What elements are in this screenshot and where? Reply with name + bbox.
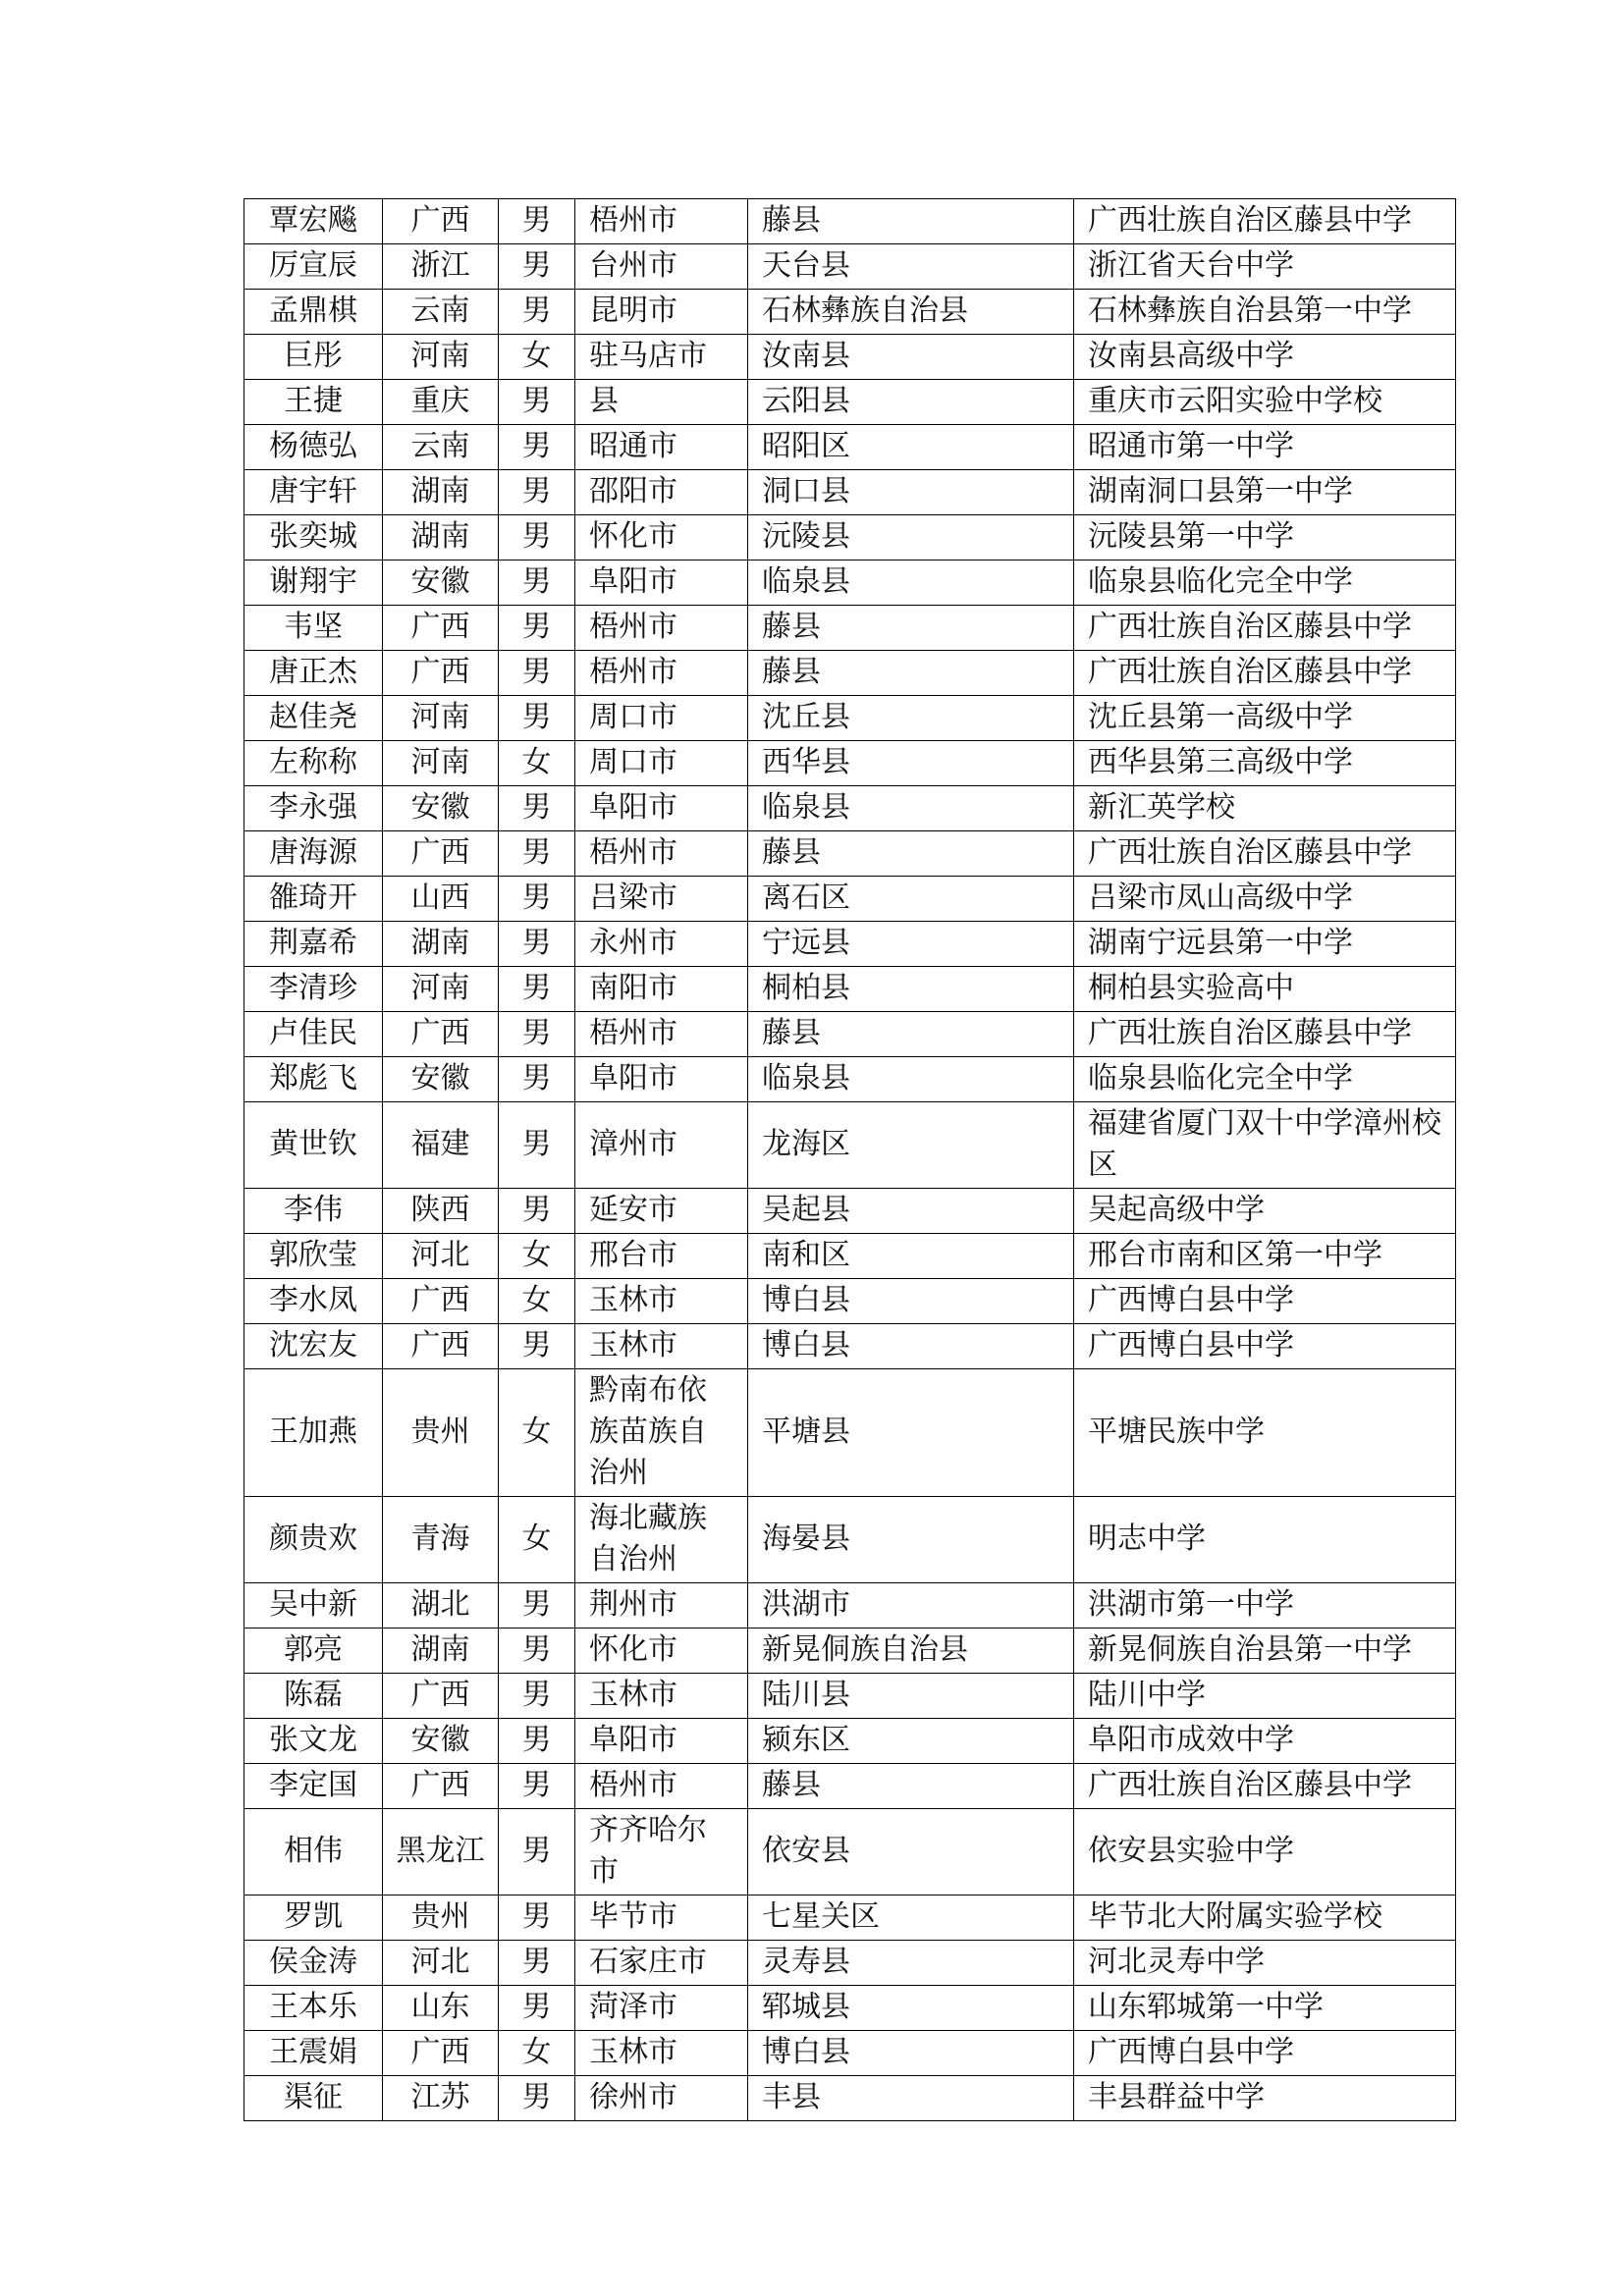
- school-cell: 广西壮族自治区藤县中学: [1074, 1764, 1456, 1809]
- school-cell: 广西壮族自治区藤县中学: [1074, 606, 1456, 651]
- school-cell: 广西壮族自治区藤县中学: [1074, 831, 1456, 877]
- county-cell: 洪湖市: [748, 1583, 1074, 1629]
- province-cell: 安徽: [383, 1719, 499, 1764]
- gender-cell: 男: [499, 1809, 575, 1896]
- name-cell: 王捷: [244, 380, 383, 425]
- gender-cell: 女: [499, 1369, 575, 1497]
- county-cell: 离石区: [748, 877, 1074, 922]
- city-cell: 驻马店市: [575, 335, 748, 380]
- province-cell: 陕西: [383, 1189, 499, 1234]
- table-row: [244, 1189, 1456, 1234]
- table-row: [244, 606, 1456, 651]
- city-cell: 齐齐哈尔市: [575, 1809, 748, 1896]
- county-cell: 藤县: [748, 651, 1074, 696]
- school-cell: 重庆市云阳实验中学校: [1074, 380, 1456, 425]
- gender-cell: 男: [499, 1719, 575, 1764]
- city-cell: 海北藏族自治州: [575, 1497, 748, 1583]
- city-cell: 周口市: [575, 696, 748, 741]
- city-cell: 玉林市: [575, 1279, 748, 1324]
- province-cell: 福建: [383, 1102, 499, 1189]
- province-cell: 湖南: [383, 922, 499, 967]
- county-cell: 博白县: [748, 1279, 1074, 1324]
- city-cell: 怀化市: [575, 515, 748, 561]
- county-cell: 天台县: [748, 244, 1074, 290]
- table-row: [244, 1012, 1456, 1057]
- county-cell: 依安县: [748, 1809, 1074, 1896]
- province-cell: 河北: [383, 1941, 499, 1986]
- province-cell: 山东: [383, 1986, 499, 2031]
- school-cell: 临泉县临化完全中学: [1074, 1057, 1456, 1102]
- city-cell: 昆明市: [575, 290, 748, 335]
- name-cell: 李清珍: [244, 967, 383, 1012]
- gender-cell: 男: [499, 651, 575, 696]
- county-cell: 西华县: [748, 741, 1074, 786]
- table-row: [244, 922, 1456, 967]
- school-cell: 石林彝族自治县第一中学: [1074, 290, 1456, 335]
- county-cell: 颍东区: [748, 1719, 1074, 1764]
- gender-cell: 女: [499, 1497, 575, 1583]
- name-cell: 雒琦开: [244, 877, 383, 922]
- school-cell: 邢台市南和区第一中学: [1074, 1234, 1456, 1279]
- gender-cell: 女: [499, 1279, 575, 1324]
- name-cell: 王加燕: [244, 1369, 383, 1497]
- province-cell: 广西: [383, 199, 499, 244]
- county-cell: 七星关区: [748, 1896, 1074, 1941]
- gender-cell: 男: [499, 1324, 575, 1369]
- gender-cell: 男: [499, 877, 575, 922]
- name-cell: 唐海源: [244, 831, 383, 877]
- name-cell: 卢佳民: [244, 1012, 383, 1057]
- school-cell: 新晃侗族自治县第一中学: [1074, 1629, 1456, 1674]
- province-cell: 河北: [383, 1234, 499, 1279]
- city-cell: 阜阳市: [575, 786, 748, 831]
- province-cell: 广西: [383, 1324, 499, 1369]
- name-cell: 王震娟: [244, 2031, 383, 2076]
- table-row: [244, 561, 1456, 606]
- name-cell: 唐正杰: [244, 651, 383, 696]
- name-cell: 沈宏友: [244, 1324, 383, 1369]
- province-cell: 河南: [383, 335, 499, 380]
- name-cell: 李水凤: [244, 1279, 383, 1324]
- gender-cell: 男: [499, 380, 575, 425]
- name-cell: 郑彪飞: [244, 1057, 383, 1102]
- gender-cell: 男: [499, 470, 575, 515]
- city-cell: 梧州市: [575, 651, 748, 696]
- city-cell: 县: [575, 380, 748, 425]
- school-cell: 福建省厦门双十中学漳州校区: [1074, 1102, 1456, 1189]
- school-cell: 广西壮族自治区藤县中学: [1074, 651, 1456, 696]
- city-cell: 吕梁市: [575, 877, 748, 922]
- name-cell: 李伟: [244, 1189, 383, 1234]
- school-cell: 吕梁市凤山高级中学: [1074, 877, 1456, 922]
- city-cell: 玉林市: [575, 1674, 748, 1719]
- city-cell: 阜阳市: [575, 561, 748, 606]
- name-cell: 巨彤: [244, 335, 383, 380]
- province-cell: 广西: [383, 1674, 499, 1719]
- name-cell: 张奕城: [244, 515, 383, 561]
- school-cell: 湖南宁远县第一中学: [1074, 922, 1456, 967]
- county-cell: 博白县: [748, 1324, 1074, 1369]
- province-cell: 湖北: [383, 1583, 499, 1629]
- table-row: [244, 1896, 1456, 1941]
- county-cell: 平塘县: [748, 1369, 1074, 1497]
- table-row: [244, 1674, 1456, 1719]
- county-cell: 临泉县: [748, 786, 1074, 831]
- school-cell: 平塘民族中学: [1074, 1369, 1456, 1497]
- name-cell: 谢翔宇: [244, 561, 383, 606]
- city-cell: 台州市: [575, 244, 748, 290]
- province-cell: 山西: [383, 877, 499, 922]
- gender-cell: 男: [499, 1941, 575, 1986]
- table-row: [244, 515, 1456, 561]
- city-cell: 梧州市: [575, 831, 748, 877]
- gender-cell: 女: [499, 741, 575, 786]
- city-cell: 周口市: [575, 741, 748, 786]
- table-row: [244, 831, 1456, 877]
- city-cell: 荆州市: [575, 1583, 748, 1629]
- table-row: [244, 1497, 1456, 1583]
- table-row: [244, 2031, 1456, 2076]
- gender-cell: 男: [499, 244, 575, 290]
- gender-cell: 男: [499, 1896, 575, 1941]
- gender-cell: 男: [499, 786, 575, 831]
- school-cell: 阜阳市成效中学: [1074, 1719, 1456, 1764]
- city-cell: 怀化市: [575, 1629, 748, 1674]
- name-cell: 覃宏飚: [244, 199, 383, 244]
- school-cell: 洪湖市第一中学: [1074, 1583, 1456, 1629]
- county-cell: 郓城县: [748, 1986, 1074, 2031]
- province-cell: 浙江: [383, 244, 499, 290]
- name-cell: 渠征: [244, 2076, 383, 2121]
- gender-cell: 男: [499, 1986, 575, 2031]
- table-row: [244, 2076, 1456, 2121]
- county-cell: 石林彝族自治县: [748, 290, 1074, 335]
- school-cell: 临泉县临化完全中学: [1074, 561, 1456, 606]
- name-cell: 李定国: [244, 1764, 383, 1809]
- table-row: [244, 1719, 1456, 1764]
- province-cell: 广西: [383, 2031, 499, 2076]
- county-cell: 藤县: [748, 606, 1074, 651]
- city-cell: 梧州市: [575, 1012, 748, 1057]
- school-cell: 广西壮族自治区藤县中学: [1074, 199, 1456, 244]
- city-cell: 徐州市: [575, 2076, 748, 2121]
- gender-cell: 女: [499, 1234, 575, 1279]
- county-cell: 沈丘县: [748, 696, 1074, 741]
- province-cell: 安徽: [383, 561, 499, 606]
- county-cell: 博白县: [748, 2031, 1074, 2076]
- province-cell: 湖南: [383, 1629, 499, 1674]
- table-row: [244, 741, 1456, 786]
- city-cell: 阜阳市: [575, 1719, 748, 1764]
- county-cell: 沅陵县: [748, 515, 1074, 561]
- gender-cell: 男: [499, 1012, 575, 1057]
- school-cell: 沈丘县第一高级中学: [1074, 696, 1456, 741]
- city-cell: 梧州市: [575, 606, 748, 651]
- school-cell: 广西博白县中学: [1074, 1279, 1456, 1324]
- table-body: [244, 199, 1456, 2121]
- city-cell: 毕节市: [575, 1896, 748, 1941]
- gender-cell: 男: [499, 1764, 575, 1809]
- gender-cell: 男: [499, 1189, 575, 1234]
- county-cell: 云阳县: [748, 380, 1074, 425]
- county-cell: 藤县: [748, 1764, 1074, 1809]
- city-cell: 南阳市: [575, 967, 748, 1012]
- school-cell: 吴起高级中学: [1074, 1189, 1456, 1234]
- gender-cell: 男: [499, 1583, 575, 1629]
- name-cell: 郭亮: [244, 1629, 383, 1674]
- city-cell: 菏泽市: [575, 1986, 748, 2031]
- city-cell: 漳州市: [575, 1102, 748, 1189]
- table-row: [244, 1583, 1456, 1629]
- table-row: [244, 1629, 1456, 1674]
- gender-cell: 女: [499, 2031, 575, 2076]
- province-cell: 湖南: [383, 515, 499, 561]
- table-row: [244, 335, 1456, 380]
- province-cell: 河南: [383, 967, 499, 1012]
- school-cell: 毕节北大附属实验学校: [1074, 1896, 1456, 1941]
- province-cell: 广西: [383, 831, 499, 877]
- gender-cell: 男: [499, 290, 575, 335]
- county-cell: 灵寿县: [748, 1941, 1074, 1986]
- table-row: [244, 380, 1456, 425]
- name-cell: 张文龙: [244, 1719, 383, 1764]
- name-cell: 杨德弘: [244, 425, 383, 470]
- table-row: [244, 1234, 1456, 1279]
- table-row: [244, 1986, 1456, 2031]
- table-row: [244, 877, 1456, 922]
- county-cell: 南和区: [748, 1234, 1074, 1279]
- school-cell: 汝南县高级中学: [1074, 335, 1456, 380]
- city-cell: 邵阳市: [575, 470, 748, 515]
- name-cell: 李永强: [244, 786, 383, 831]
- province-cell: 重庆: [383, 380, 499, 425]
- table-row: [244, 1369, 1456, 1497]
- table-row: [244, 425, 1456, 470]
- province-cell: 贵州: [383, 1896, 499, 1941]
- table-row: [244, 1324, 1456, 1369]
- gender-cell: 男: [499, 1057, 575, 1102]
- province-cell: 安徽: [383, 786, 499, 831]
- province-cell: 安徽: [383, 1057, 499, 1102]
- city-cell: 玉林市: [575, 1324, 748, 1369]
- name-cell: 王本乐: [244, 1986, 383, 2031]
- city-cell: 梧州市: [575, 199, 748, 244]
- table-row: [244, 470, 1456, 515]
- gender-cell: 男: [499, 561, 575, 606]
- gender-cell: 男: [499, 2076, 575, 2121]
- name-cell: 韦坚: [244, 606, 383, 651]
- name-cell: 颜贵欢: [244, 1497, 383, 1583]
- name-cell: 侯金涛: [244, 1941, 383, 1986]
- school-cell: 浙江省天台中学: [1074, 244, 1456, 290]
- gender-cell: 男: [499, 606, 575, 651]
- county-cell: 陆川县: [748, 1674, 1074, 1719]
- table-row: [244, 1057, 1456, 1102]
- school-cell: 广西壮族自治区藤县中学: [1074, 1012, 1456, 1057]
- school-cell: 依安县实验中学: [1074, 1809, 1456, 1896]
- table-row: [244, 786, 1456, 831]
- table-row: [244, 199, 1456, 244]
- county-cell: 桐柏县: [748, 967, 1074, 1012]
- name-cell: 左称称: [244, 741, 383, 786]
- school-cell: 新汇英学校: [1074, 786, 1456, 831]
- province-cell: 广西: [383, 1012, 499, 1057]
- gender-cell: 男: [499, 1102, 575, 1189]
- name-cell: 吴中新: [244, 1583, 383, 1629]
- gender-cell: 男: [499, 967, 575, 1012]
- name-cell: 厉宣辰: [244, 244, 383, 290]
- gender-cell: 男: [499, 425, 575, 470]
- gender-cell: 男: [499, 199, 575, 244]
- province-cell: 广西: [383, 1764, 499, 1809]
- city-cell: 石家庄市: [575, 1941, 748, 1986]
- table-row: [244, 651, 1456, 696]
- table-row: [244, 1102, 1456, 1189]
- city-cell: 黔南布依族苗族自治州: [575, 1369, 748, 1497]
- gender-cell: 男: [499, 922, 575, 967]
- county-cell: 藤县: [748, 831, 1074, 877]
- province-cell: 广西: [383, 651, 499, 696]
- county-cell: 昭阳区: [748, 425, 1074, 470]
- gender-cell: 男: [499, 1629, 575, 1674]
- table-row: [244, 244, 1456, 290]
- school-cell: 河北灵寿中学: [1074, 1941, 1456, 1986]
- province-cell: 河南: [383, 741, 499, 786]
- student-roster-table: [244, 198, 1456, 2121]
- city-cell: 阜阳市: [575, 1057, 748, 1102]
- name-cell: 相伟: [244, 1809, 383, 1896]
- gender-cell: 男: [499, 831, 575, 877]
- province-cell: 黑龙江: [383, 1809, 499, 1896]
- gender-cell: 女: [499, 335, 575, 380]
- province-cell: 江苏: [383, 2076, 499, 2121]
- school-cell: 丰县群益中学: [1074, 2076, 1456, 2121]
- province-cell: 云南: [383, 290, 499, 335]
- school-cell: 广西博白县中学: [1074, 2031, 1456, 2076]
- province-cell: 广西: [383, 1279, 499, 1324]
- name-cell: 郭欣莹: [244, 1234, 383, 1279]
- county-cell: 海晏县: [748, 1497, 1074, 1583]
- county-cell: 临泉县: [748, 1057, 1074, 1102]
- name-cell: 唐宇轩: [244, 470, 383, 515]
- city-cell: 昭通市: [575, 425, 748, 470]
- table-row: [244, 1809, 1456, 1896]
- name-cell: 黄世钦: [244, 1102, 383, 1189]
- name-cell: 罗凯: [244, 1896, 383, 1941]
- county-cell: 临泉县: [748, 561, 1074, 606]
- province-cell: 贵州: [383, 1369, 499, 1497]
- county-cell: 宁远县: [748, 922, 1074, 967]
- gender-cell: 男: [499, 1674, 575, 1719]
- county-cell: 藤县: [748, 199, 1074, 244]
- table-row: [244, 1279, 1456, 1324]
- school-cell: 陆川中学: [1074, 1674, 1456, 1719]
- city-cell: 永州市: [575, 922, 748, 967]
- table-row: [244, 967, 1456, 1012]
- province-cell: 湖南: [383, 470, 499, 515]
- county-cell: 新晃侗族自治县: [748, 1629, 1074, 1674]
- school-cell: 桐柏县实验高中: [1074, 967, 1456, 1012]
- school-cell: 沅陵县第一中学: [1074, 515, 1456, 561]
- school-cell: 广西博白县中学: [1074, 1324, 1456, 1369]
- province-cell: 云南: [383, 425, 499, 470]
- county-cell: 丰县: [748, 2076, 1074, 2121]
- city-cell: 邢台市: [575, 1234, 748, 1279]
- school-cell: 西华县第三高级中学: [1074, 741, 1456, 786]
- table-row: [244, 1764, 1456, 1809]
- county-cell: 龙海区: [748, 1102, 1074, 1189]
- province-cell: 广西: [383, 606, 499, 651]
- county-cell: 吴起县: [748, 1189, 1074, 1234]
- school-cell: 明志中学: [1074, 1497, 1456, 1583]
- county-cell: 洞口县: [748, 470, 1074, 515]
- city-cell: 延安市: [575, 1189, 748, 1234]
- county-cell: 汝南县: [748, 335, 1074, 380]
- table-row: [244, 696, 1456, 741]
- school-cell: 昭通市第一中学: [1074, 425, 1456, 470]
- name-cell: 孟鼎棋: [244, 290, 383, 335]
- province-cell: 河南: [383, 696, 499, 741]
- province-cell: 青海: [383, 1497, 499, 1583]
- city-cell: 玉林市: [575, 2031, 748, 2076]
- name-cell: 赵佳尧: [244, 696, 383, 741]
- table-row: [244, 290, 1456, 335]
- name-cell: 荆嘉希: [244, 922, 383, 967]
- school-cell: 湖南洞口县第一中学: [1074, 470, 1456, 515]
- gender-cell: 男: [499, 696, 575, 741]
- name-cell: 陈磊: [244, 1674, 383, 1719]
- county-cell: 藤县: [748, 1012, 1074, 1057]
- table-row: [244, 1941, 1456, 1986]
- gender-cell: 男: [499, 515, 575, 561]
- city-cell: 梧州市: [575, 1764, 748, 1809]
- school-cell: 山东郓城第一中学: [1074, 1986, 1456, 2031]
